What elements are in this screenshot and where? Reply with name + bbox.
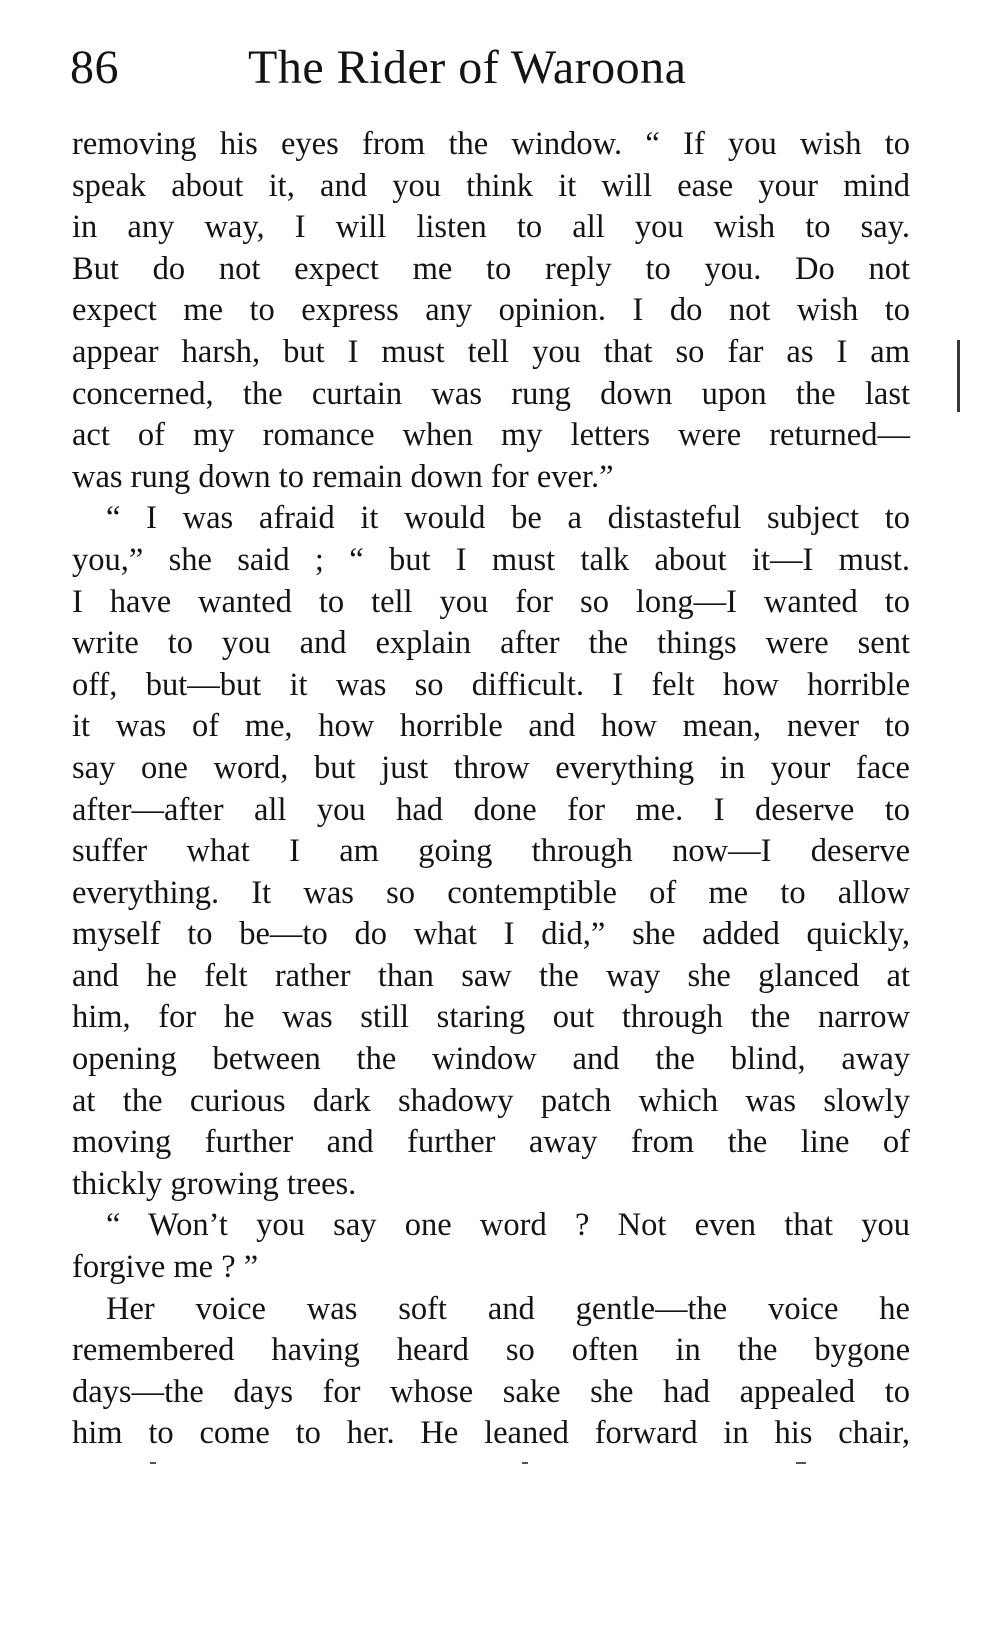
paragraph xyxy=(72,124,910,498)
text-line: moving further and further away from the line of xyxy=(72,1124,910,1161)
text-line: expect me to express any opinion. I do not wish to xyxy=(72,292,910,329)
scan-artifact-dot xyxy=(150,1462,156,1464)
paragraph xyxy=(72,1289,910,1455)
page-header xyxy=(70,38,930,98)
scan-artifact-dot xyxy=(522,1462,528,1464)
text-line: him to come to her. He leaned forward in his chair, xyxy=(72,1415,910,1452)
text-line: everything. It was so contemptible of me to allow xyxy=(72,874,910,911)
text-line: appear harsh, but I must tell you that so far as I am xyxy=(72,333,910,370)
text-line: I have wanted to tell you for so long—I wanted to xyxy=(72,583,910,620)
text-line: removing his eyes from the window. “ If you wish to xyxy=(72,126,910,162)
text-line: at the curious dark shadowy patch which was slowly xyxy=(72,1082,910,1119)
text-line: say one word, but just throw everything in your face xyxy=(72,749,910,786)
text-line: But do not expect me to reply to you. Do not xyxy=(72,250,910,287)
text-line: write to you and explain after the things were sent xyxy=(72,625,910,662)
text-line: concerned, the curtain was rung down upon the last xyxy=(72,375,910,412)
text-line: him, for he was still staring out through the narrow xyxy=(72,999,910,1036)
scan-artifact-dot xyxy=(796,1462,806,1464)
text-line: it was of me, how horrible and how mean, never to xyxy=(72,708,910,745)
scan-artifact-line xyxy=(957,340,960,406)
text-line: you,” she said ; “ but I must talk about it—I must. xyxy=(72,541,910,578)
text-line: myself to be—to do what I did,” she added quickly, xyxy=(72,916,910,953)
text-line: after—after all you had done for me. I deserve to xyxy=(72,791,910,828)
text-line: was rung down to remain down for ever.” xyxy=(72,458,614,495)
scan-artifact-mark xyxy=(957,404,960,412)
text-line: remembered having heard so often in the bygone xyxy=(72,1332,910,1369)
text-line: suffer what I am going through now—I deserve xyxy=(72,833,910,870)
text-line: and he felt rather than saw the way she glanced at xyxy=(72,957,910,994)
text-line: “ Won’t you say one word ? Not even that you xyxy=(106,1207,910,1244)
text-line: Her voice was soft and gentle—the voice he xyxy=(106,1290,910,1327)
paragraph xyxy=(72,498,910,1205)
text-line: days—the days for whose sake she had appealed to xyxy=(72,1373,910,1410)
text-line: forgive me ? ” xyxy=(72,1249,259,1286)
running-title: The Rider of Waroona xyxy=(248,41,687,94)
page-number: 86 xyxy=(70,41,119,94)
paragraph xyxy=(72,1205,910,1288)
text-line: speak about it, and you think it will ease your mind xyxy=(72,167,910,204)
text-line: thickly growing trees. xyxy=(72,1165,357,1202)
text-line: in any way, I will listen to all you wish to say. xyxy=(72,209,910,246)
text-line: “ I was afraid it would be a distasteful subject to xyxy=(106,500,910,537)
text-line: opening between the window and the blind, away xyxy=(72,1041,910,1078)
body-text xyxy=(72,124,910,1455)
text-line: off, but—but it was so difficult. I felt how horrible xyxy=(72,666,910,703)
text-line: act of my romance when my letters were returned— xyxy=(72,417,910,454)
